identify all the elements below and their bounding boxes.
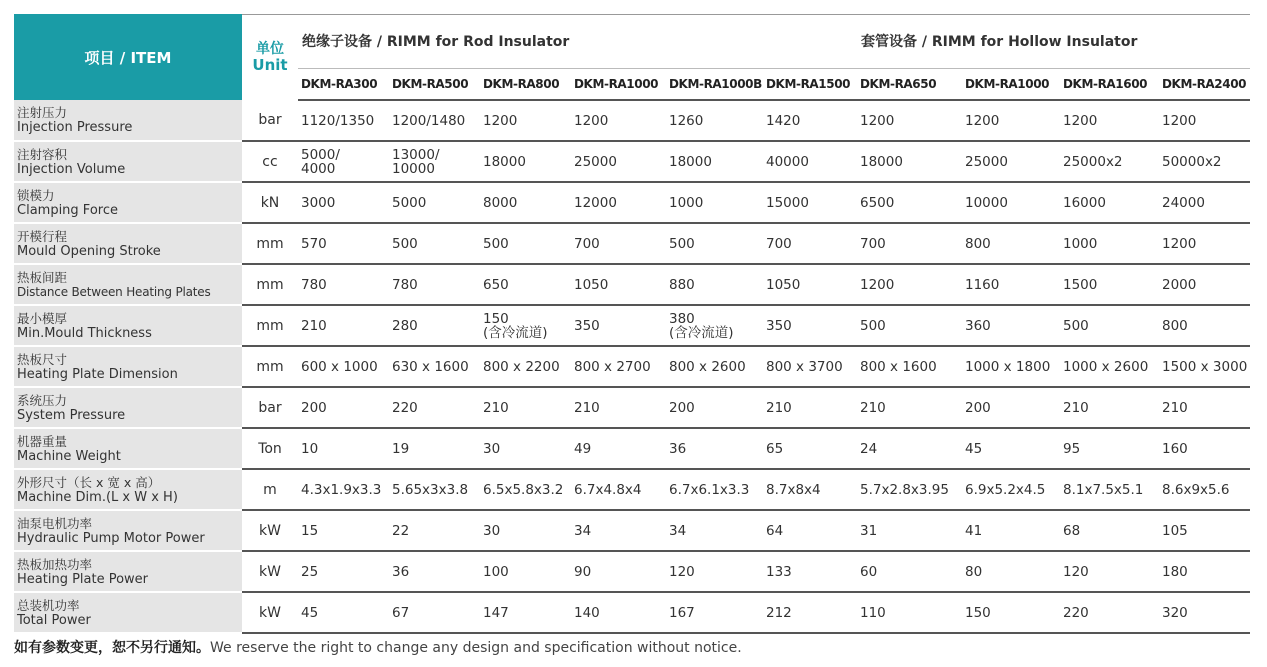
table-cell: 10000 bbox=[962, 182, 1060, 223]
table-cell: 6.7x6.1x3.3 bbox=[666, 469, 763, 510]
table-cell: 147 bbox=[480, 592, 571, 633]
row-label bbox=[14, 305, 242, 346]
table-cell: 30 bbox=[480, 510, 571, 551]
table-cell: 1050 bbox=[571, 264, 666, 305]
table-cell: 30 bbox=[480, 428, 571, 469]
table-row bbox=[14, 510, 1250, 551]
row-label-en: Machine Dim.(L x W x H) bbox=[17, 489, 178, 505]
row-label-en: Hydraulic Pump Motor Power bbox=[17, 530, 205, 546]
table-cell: 780 bbox=[298, 264, 389, 305]
row-label-zh: 注射容积 bbox=[17, 146, 68, 162]
row-unit: kW bbox=[242, 510, 298, 551]
table-cell: 5000/ 4000 bbox=[298, 141, 389, 182]
table-cell: 5.7x2.8x3.95 bbox=[857, 469, 962, 510]
table-cell: 18000 bbox=[666, 141, 763, 182]
model-header: DKM-RA500 bbox=[389, 69, 480, 101]
table-cell: 100 bbox=[480, 551, 571, 592]
table-row bbox=[14, 387, 1250, 428]
table-row bbox=[14, 428, 1250, 469]
table-cell: 800 x 1600 bbox=[857, 346, 962, 387]
table-cell: 1200/1480 bbox=[389, 100, 480, 141]
table-cell: 1050 bbox=[763, 264, 857, 305]
row-unit: mm bbox=[242, 223, 298, 264]
row-unit: mm bbox=[242, 264, 298, 305]
table-cell: 150 bbox=[962, 592, 1060, 633]
table-cell: 18000 bbox=[857, 141, 962, 182]
table-cell: 200 bbox=[962, 387, 1060, 428]
table-row bbox=[14, 264, 1250, 305]
row-label-en: Heating Plate Dimension bbox=[17, 366, 178, 382]
row-label-en: Min.Mould Thickness bbox=[17, 325, 152, 341]
table-cell: 25000x2 bbox=[1060, 141, 1159, 182]
table-row bbox=[14, 469, 1250, 510]
table-cell: 40000 bbox=[763, 141, 857, 182]
model-header: DKM-RA650 bbox=[857, 69, 962, 101]
row-unit: cc bbox=[242, 141, 298, 182]
row-label bbox=[14, 100, 242, 141]
table-cell: 1160 bbox=[962, 264, 1060, 305]
table-cell: 25000 bbox=[571, 141, 666, 182]
table-cell: 210 bbox=[298, 305, 389, 346]
table-cell: 167 bbox=[666, 592, 763, 633]
table-cell: 600 x 1000 bbox=[298, 346, 389, 387]
row-label-en: Clamping Force bbox=[17, 202, 118, 218]
row-label-en: Distance Between Heating Plates bbox=[17, 284, 211, 299]
table-cell: 210 bbox=[763, 387, 857, 428]
table-cell: 780 bbox=[389, 264, 480, 305]
table-cell: 45 bbox=[298, 592, 389, 633]
table-cell: 8000 bbox=[480, 182, 571, 223]
row-label-zh: 外形尺寸（长 x 宽 x 高） bbox=[17, 474, 161, 490]
table-cell: 95 bbox=[1060, 428, 1159, 469]
group-hollow-insulator: 套管设备 / RIMM for Hollow Insulator bbox=[861, 34, 1138, 50]
table-cell: 8.6x9x5.6 bbox=[1159, 469, 1250, 510]
table-cell: 1120/1350 bbox=[298, 100, 389, 141]
table-cell: 200 bbox=[298, 387, 389, 428]
table-cell: 500 bbox=[480, 223, 571, 264]
table-cell: 133 bbox=[763, 551, 857, 592]
row-label-zh: 热板加热功率 bbox=[17, 556, 93, 572]
table-cell: 3000 bbox=[298, 182, 389, 223]
table-cell: 320 bbox=[1159, 592, 1250, 633]
row-label-zh: 机器重量 bbox=[17, 433, 68, 449]
row-label bbox=[14, 182, 242, 223]
table-cell: 1500 x 3000 bbox=[1159, 346, 1250, 387]
group-rod-insulator: 绝缘子设备 / RIMM for Rod Insulator bbox=[302, 34, 570, 50]
row-label bbox=[14, 264, 242, 305]
table-row bbox=[14, 182, 1250, 223]
table-cell: 24 bbox=[857, 428, 962, 469]
footer-note-en: We reserve the right to change any design and specification without notice. bbox=[210, 640, 742, 656]
spec-table bbox=[14, 14, 1250, 634]
row-unit: mm bbox=[242, 305, 298, 346]
table-cell: 700 bbox=[763, 223, 857, 264]
spec-body bbox=[14, 100, 1250, 633]
table-cell: 700 bbox=[571, 223, 666, 264]
table-cell: 500 bbox=[1060, 305, 1159, 346]
row-label bbox=[14, 141, 242, 182]
model-header: DKM-RA1000B bbox=[666, 69, 763, 101]
table-cell: 15000 bbox=[763, 182, 857, 223]
item-header: 项目 / ITEM bbox=[14, 14, 242, 100]
table-cell: 1000 bbox=[666, 182, 763, 223]
table-cell: 90 bbox=[571, 551, 666, 592]
table-cell: 212 bbox=[763, 592, 857, 633]
table-cell: 15 bbox=[298, 510, 389, 551]
table-cell: 110 bbox=[857, 592, 962, 633]
table-row bbox=[14, 223, 1250, 264]
table-cell: 8.7x8x4 bbox=[763, 469, 857, 510]
table-cell: 36 bbox=[389, 551, 480, 592]
table-cell: 1200 bbox=[1159, 100, 1250, 141]
table-cell: 105 bbox=[1159, 510, 1250, 551]
table-cell: 60 bbox=[857, 551, 962, 592]
table-cell: 150 (含冷流道) bbox=[480, 305, 571, 346]
table-cell: 800 x 3700 bbox=[763, 346, 857, 387]
unit-header bbox=[242, 14, 298, 100]
table-cell: 19 bbox=[389, 428, 480, 469]
table-cell: 880 bbox=[666, 264, 763, 305]
table-cell: 1200 bbox=[857, 264, 962, 305]
table-cell: 6.7x4.8x4 bbox=[571, 469, 666, 510]
table-cell: 1500 bbox=[1060, 264, 1159, 305]
table-cell: 360 bbox=[962, 305, 1060, 346]
table-cell: 210 bbox=[571, 387, 666, 428]
row-label-en: Machine Weight bbox=[17, 448, 121, 464]
table-row bbox=[14, 100, 1250, 141]
model-header: DKM-RA1000 bbox=[571, 69, 666, 101]
row-label-zh: 锁模力 bbox=[17, 187, 55, 203]
table-cell: 24000 bbox=[1159, 182, 1250, 223]
table-row bbox=[14, 141, 1250, 182]
table-cell: 5000 bbox=[389, 182, 480, 223]
table-cell: 800 x 2600 bbox=[666, 346, 763, 387]
row-label bbox=[14, 551, 242, 592]
table-cell: 1000 bbox=[1060, 223, 1159, 264]
table-cell: 1200 bbox=[1060, 100, 1159, 141]
table-cell: 350 bbox=[763, 305, 857, 346]
table-cell: 220 bbox=[389, 387, 480, 428]
table-cell: 80 bbox=[962, 551, 1060, 592]
table-cell: 67 bbox=[389, 592, 480, 633]
table-cell: 500 bbox=[389, 223, 480, 264]
row-label-zh: 注射压力 bbox=[17, 105, 68, 120]
table-cell: 34 bbox=[666, 510, 763, 551]
table-cell: 25000 bbox=[962, 141, 1060, 182]
table-cell: 2000 bbox=[1159, 264, 1250, 305]
table-cell: 6.9x5.2x4.5 bbox=[962, 469, 1060, 510]
table-cell: 16000 bbox=[1060, 182, 1159, 223]
row-label-en: Heating Plate Power bbox=[17, 571, 149, 587]
row-label-en: Total Power bbox=[17, 612, 91, 628]
row-label bbox=[14, 428, 242, 469]
row-label-en: Injection Volume bbox=[17, 161, 126, 177]
table-cell: 1200 bbox=[571, 100, 666, 141]
table-cell: 220 bbox=[1060, 592, 1159, 633]
row-unit: mm bbox=[242, 346, 298, 387]
row-label bbox=[14, 510, 242, 551]
table-cell: 380 (含冷流道) bbox=[666, 305, 763, 346]
model-header: DKM-RA300 bbox=[298, 69, 389, 101]
table-cell: 200 bbox=[666, 387, 763, 428]
table-cell: 800 bbox=[962, 223, 1060, 264]
model-header: DKM-RA1000 bbox=[962, 69, 1060, 101]
table-cell: 210 bbox=[1159, 387, 1250, 428]
row-label bbox=[14, 469, 242, 510]
row-label-zh: 热板间距 bbox=[17, 269, 68, 285]
row-unit: bar bbox=[242, 387, 298, 428]
table-cell: 350 bbox=[571, 305, 666, 346]
unit-header-en: Unit bbox=[252, 56, 288, 74]
table-cell: 630 x 1600 bbox=[389, 346, 480, 387]
row-label-zh: 热板尺寸 bbox=[17, 351, 68, 367]
table-cell: 1000 x 1800 bbox=[962, 346, 1060, 387]
table-cell: 500 bbox=[857, 305, 962, 346]
table-cell: 1000 x 2600 bbox=[1060, 346, 1159, 387]
model-header: DKM-RA1500 bbox=[763, 69, 857, 101]
table-cell: 800 x 2200 bbox=[480, 346, 571, 387]
table-cell: 6500 bbox=[857, 182, 962, 223]
row-label-en: Mould Opening Stroke bbox=[17, 243, 161, 259]
row-label-zh: 油泵电机功率 bbox=[17, 515, 93, 531]
footer-note bbox=[14, 637, 742, 657]
table-row bbox=[14, 551, 1250, 592]
row-label bbox=[14, 223, 242, 264]
table-cell: 800 x 2700 bbox=[571, 346, 666, 387]
table-row bbox=[14, 592, 1250, 633]
row-label-zh: 最小模厚 bbox=[17, 310, 68, 326]
table-cell: 4.3x1.9x3.3 bbox=[298, 469, 389, 510]
table-cell: 210 bbox=[857, 387, 962, 428]
table-cell: 570 bbox=[298, 223, 389, 264]
table-cell: 120 bbox=[666, 551, 763, 592]
table-cell: 650 bbox=[480, 264, 571, 305]
table-cell: 1260 bbox=[666, 100, 763, 141]
row-label-zh: 系统压力 bbox=[17, 392, 68, 408]
table-cell: 36 bbox=[666, 428, 763, 469]
table-cell: 13000/ 10000 bbox=[389, 141, 480, 182]
table-cell: 65 bbox=[763, 428, 857, 469]
table-cell: 120 bbox=[1060, 551, 1159, 592]
model-header: DKM-RA1600 bbox=[1060, 69, 1159, 101]
table-cell: 500 bbox=[666, 223, 763, 264]
table-cell: 1200 bbox=[480, 100, 571, 141]
row-label bbox=[14, 346, 242, 387]
table-cell: 22 bbox=[389, 510, 480, 551]
table-cell: 41 bbox=[962, 510, 1060, 551]
table-cell: 50000x2 bbox=[1159, 141, 1250, 182]
model-header: DKM-RA2400 bbox=[1159, 69, 1250, 101]
table-row bbox=[14, 346, 1250, 387]
table-cell: 5.65x3x3.8 bbox=[389, 469, 480, 510]
table-cell: 160 bbox=[1159, 428, 1250, 469]
footer-note-zh: 如有参数变更，恕不另行通知。 bbox=[14, 640, 210, 656]
model-header: DKM-RA800 bbox=[480, 69, 571, 101]
row-unit: kW bbox=[242, 551, 298, 592]
table-cell: 700 bbox=[857, 223, 962, 264]
row-label-en: Injection Pressure bbox=[17, 120, 133, 135]
row-unit: m bbox=[242, 469, 298, 510]
table-cell: 210 bbox=[1060, 387, 1159, 428]
row-unit: Ton bbox=[242, 428, 298, 469]
table-cell: 12000 bbox=[571, 182, 666, 223]
table-cell: 6.5x5.8x3.2 bbox=[480, 469, 571, 510]
table-cell: 25 bbox=[298, 551, 389, 592]
table-cell: 18000 bbox=[480, 141, 571, 182]
row-label bbox=[14, 387, 242, 428]
table-cell: 140 bbox=[571, 592, 666, 633]
row-label-en: System Pressure bbox=[17, 407, 126, 423]
row-label bbox=[14, 592, 242, 633]
table-cell: 1200 bbox=[1159, 223, 1250, 264]
table-cell: 64 bbox=[763, 510, 857, 551]
table-cell: 1200 bbox=[857, 100, 962, 141]
row-unit: kN bbox=[242, 182, 298, 223]
table-cell: 180 bbox=[1159, 551, 1250, 592]
table-row bbox=[14, 305, 1250, 346]
row-label-zh: 总装机功率 bbox=[17, 597, 80, 613]
unit-header-zh: 单位 bbox=[256, 41, 284, 57]
table-cell: 68 bbox=[1060, 510, 1159, 551]
table-cell: 31 bbox=[857, 510, 962, 551]
table-cell: 10 bbox=[298, 428, 389, 469]
table-cell: 800 bbox=[1159, 305, 1250, 346]
table-cell: 1420 bbox=[763, 100, 857, 141]
table-cell: 49 bbox=[571, 428, 666, 469]
table-cell: 1200 bbox=[962, 100, 1060, 141]
row-unit: kW bbox=[242, 592, 298, 633]
table-cell: 8.1x7.5x5.1 bbox=[1060, 469, 1159, 510]
row-unit: bar bbox=[242, 100, 298, 141]
table-cell: 210 bbox=[480, 387, 571, 428]
table-cell: 34 bbox=[571, 510, 666, 551]
table-cell: 45 bbox=[962, 428, 1060, 469]
row-label-zh: 开模行程 bbox=[17, 228, 68, 244]
table-cell: 280 bbox=[389, 305, 480, 346]
